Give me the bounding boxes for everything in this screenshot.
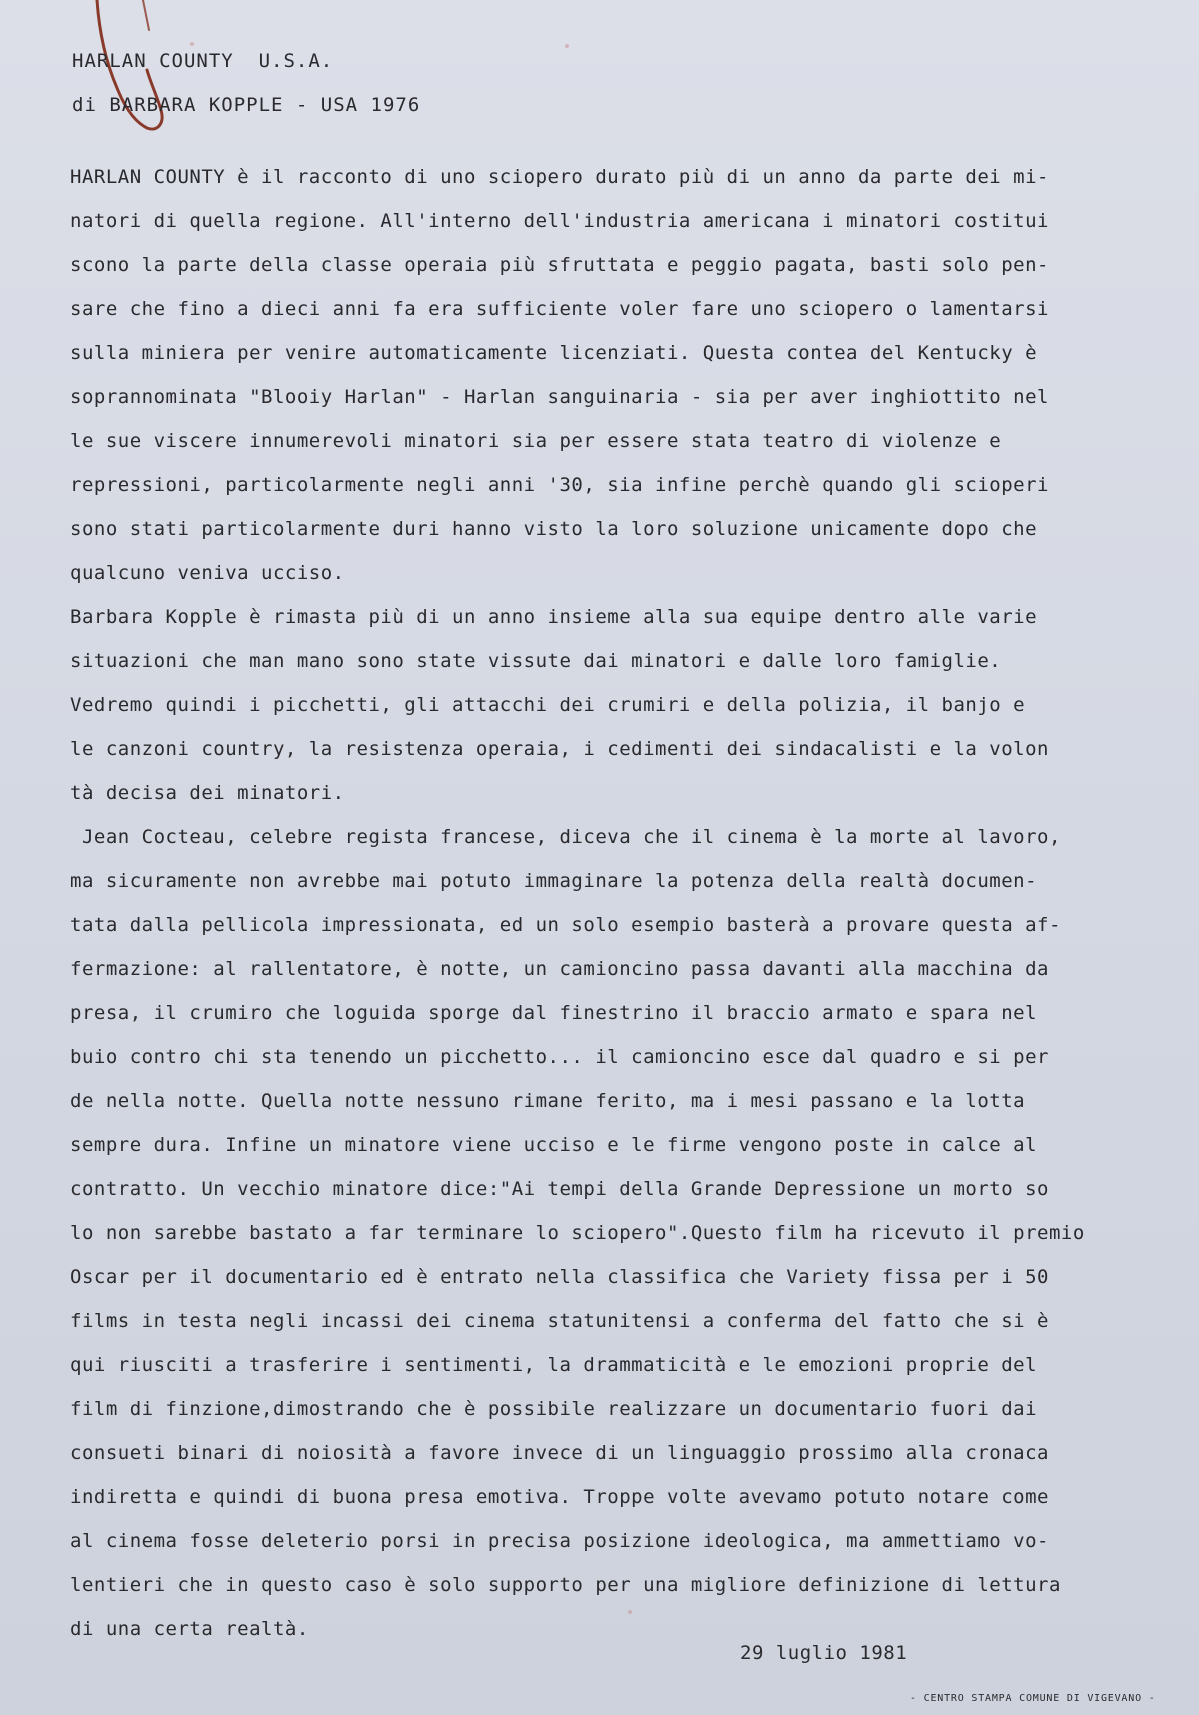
text-line: le sue viscere innumerevoli minatori sia per essere stata teatro di violenze e: [70, 430, 1002, 452]
text-line: HARLAN COUNTY è il racconto di uno sciopero durato più di un anno da parte dei mi-: [70, 166, 1049, 188]
document-subtitle: di BARBARA KOPPLE - USA 1976: [72, 94, 421, 116]
text-line: sono stati particolarmente duri hanno visto la loro soluzione unicamente dopo che: [70, 518, 1038, 540]
text-line: di una certa realtà.: [70, 1618, 309, 1640]
text-line: al cinema fosse deleterio porsi in precisa posizione ideologica, ma ammettiamo vo-: [70, 1530, 1049, 1552]
text-line: sempre dura. Infine un minatore viene ucciso e le firme vengono poste in calce al: [70, 1134, 1038, 1156]
document-date: 29 luglio 1981: [740, 1642, 908, 1664]
text-line: indiretta e quindi di buona presa emotiva. Troppe volte avevamo potuto notare come: [70, 1486, 1049, 1508]
printer-stamp: - CENTRO STAMPA COMUNE DI VIGEVANO -: [910, 1693, 1156, 1704]
text-line: sare che fino a dieci anni fa era sufficiente voler fare uno sciopero o lamentarsi: [70, 298, 1049, 320]
text-line: soprannominata "Blooiy Harlan" - Harlan sanguinaria - sia per aver inghiottito nel: [70, 386, 1049, 408]
text-line: situazioni che man mano sono state vissute dai minatori e dalle loro famiglie.: [70, 650, 1002, 672]
text-line: qui riusciti a trasferire i sentimenti, la drammaticità e le emozioni proprie del: [70, 1354, 1038, 1376]
text-line: le canzoni country, la resistenza operaia, i cedimenti dei sindacalisti e la volon: [70, 738, 1049, 760]
text-line: lo non sarebbe bastato a far terminare lo sciopero".Questo film ha ricevuto il premio: [70, 1222, 1085, 1244]
text-line: de nella notte. Quella notte nessuno rimane ferito, ma i mesi passano e la lotta: [70, 1090, 1026, 1112]
text-line: lentieri che in questo caso è solo supporto per una migliore definizione di lettura: [70, 1574, 1061, 1596]
text-line: Jean Cocteau, celebre regista francese, diceva che il cinema è la morte al lavoro,: [70, 826, 1061, 848]
text-line: tà decisa dei minatori.: [70, 782, 345, 804]
text-line: ma sicuramente non avrebbe mai potuto immaginare la potenza della realtà documen-: [70, 870, 1038, 892]
text-line: repressioni, particolarmente negli anni '30, sia infine perchè quando gli scioperi: [70, 474, 1049, 496]
text-line: Barbara Kopple è rimasta più di un anno insieme alla sua equipe dentro alle varie: [70, 606, 1038, 628]
text-line: natori di quella regione. All'interno dell'industria americana i minatori costitui: [70, 210, 1049, 232]
text-line: qualcuno veniva ucciso.: [70, 562, 345, 584]
text-line: consueti binari di noiosità a favore invece di un linguaggio prossimo alla cronaca: [70, 1442, 1049, 1464]
text-line: contratto. Un vecchio minatore dice:"Ai tempi della Grande Depressione un morto so: [70, 1178, 1049, 1200]
text-line: Vedremo quindi i picchetti, gli attacchi dei crumiri e della polizia, il banjo e: [70, 694, 1026, 716]
body-text: [70, 155, 1150, 1651]
text-line: presa, il crumiro che loguida sporge dal finestrino il braccio armato e spara nel: [70, 1002, 1038, 1024]
text-line: Oscar per il documentario ed è entrato nella classifica che Variety fissa per i 50: [70, 1266, 1049, 1288]
text-line: films in testa negli incassi dei cinema statunitensi a conferma del fatto che si è: [70, 1310, 1049, 1332]
document-title: HARLAN COUNTY U.S.A.: [72, 50, 334, 72]
text-line: film di finzione,dimostrando che è possibile realizzare un documentario fuori dai: [70, 1398, 1038, 1420]
text-line: scono la parte della classe operaia più sfruttata e peggio pagata, basti solo pen-: [70, 254, 1049, 276]
paper-speck: [565, 44, 569, 48]
paper-speck: [190, 42, 194, 46]
text-line: tata dalla pellicola impressionata, ed un solo esempio basterà a provare questa af-: [70, 914, 1061, 936]
text-line: buio contro chi sta tenendo un picchetto... il camioncino esce dal quadro e si per: [70, 1046, 1049, 1068]
text-line: fermazione: al rallentatore, è notte, un camioncino passa davanti alla macchina da: [70, 958, 1049, 980]
text-line: sulla miniera per venire automaticamente licenziati. Questa contea del Kentucky è: [70, 342, 1038, 364]
